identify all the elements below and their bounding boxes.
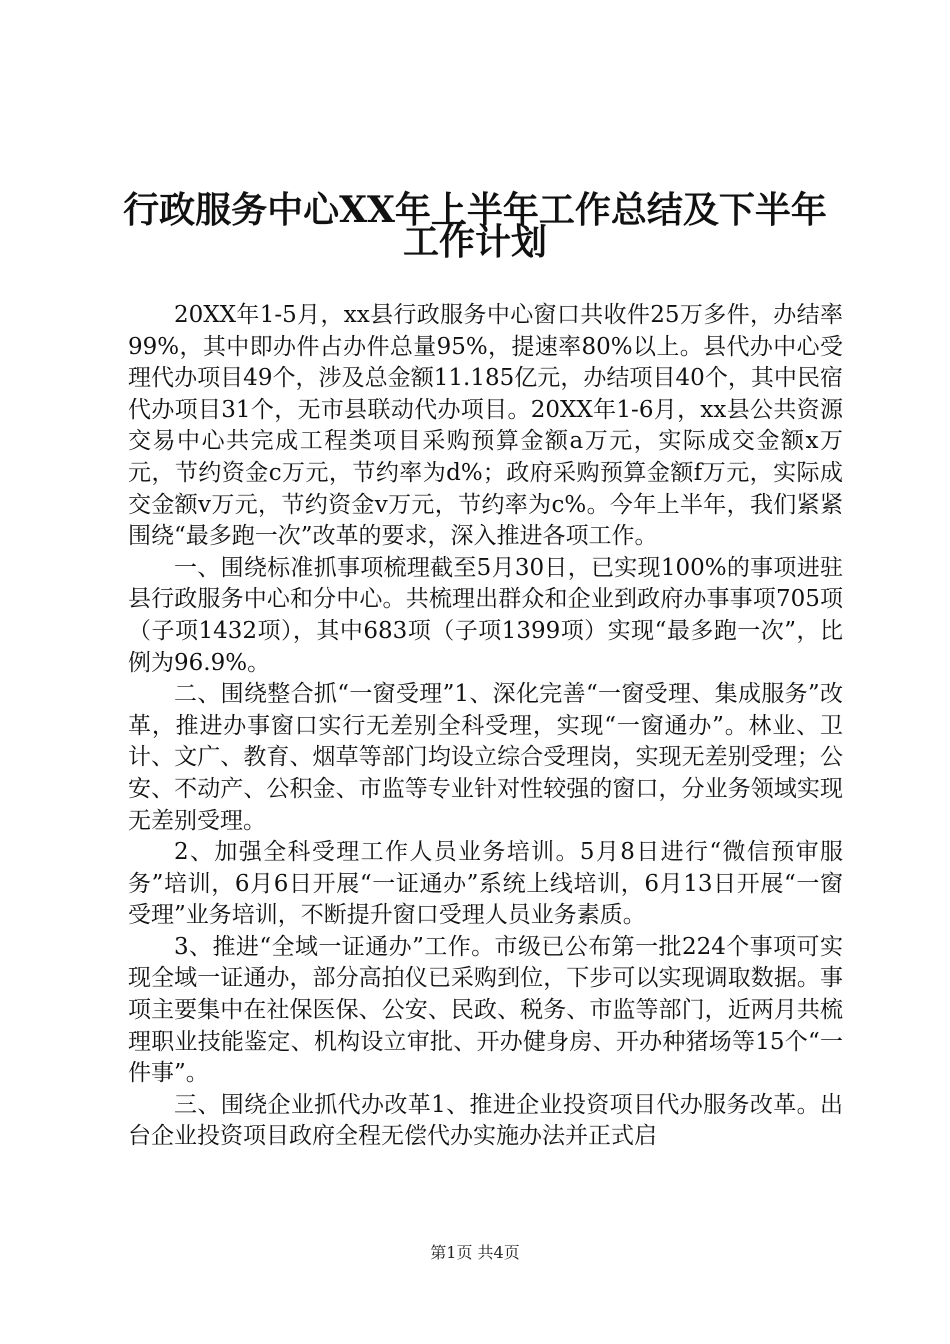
paragraph: 一、围绕标准抓事项梳理截至5月30日，已实现100%的事项进驻县行政服务中心和分中心。共梳理出群众和企业到政府办事事项705项（子项1432项），其中683项（子项1399项）实现“最多跑一次”，比例为96.9%。 xyxy=(128,554,843,676)
document-body xyxy=(128,300,843,1153)
paragraph: 三、围绕企业抓代办改革1、推进企业投资项目代办服务改革。出台企业投资项目政府全程无偿代办实施办法并正式启 xyxy=(128,1091,843,1150)
paragraph: 2、加强全科受理工作人员业务培训。5月8日进行“微信预审服务”培训，6月6日开展“一证通办”系统上线培训，6月13日开展“一窗受理”业务培训，不断提升窗口受理人员业务素质。 xyxy=(128,839,843,929)
paragraph: 20XX年1-5月，xx县行政服务中心窗口共收件25万多件，办结率99%，其中即办件占办件总量95%，提速率80%以上。县代办中心受理代办项目49个，涉及总金额11.185亿元，办结项目40个，其中民宿代办项目31个，无市县联动代办项目。20XX年1-6月，xx县公共资源交易中心共完成工程类项目采购预算金额a万元，实际成交金额x万元，节约资金c万元，节约率为d%；政府采购预算金额f万元，实际成交金额v万元，节约资金v万元，节约率为c%。今年上半年，我们紧紧围绕“最多跑一次”改革的要求，深入推进各项工作。 xyxy=(128,302,843,550)
paragraph: 3、推进“全域一证通办”工作。市级已公布第一批224个事项可实现全域一证通办，部分高拍仪已采购到位，下步可以实现调取数据。事项主要集中在社保医保、公安、民政、税务、市监等部门，近两月共梳理职业技能鉴定、机构设立审批、开办健身房、开办种猪场等15个“一件事”。 xyxy=(128,933,843,1087)
page-footer: 第1页 共4页 xyxy=(430,1243,520,1262)
document-title-line1: 行政服务中心XX年上半年工作总结及下半年 xyxy=(123,189,827,231)
paragraph: 二、围绕整合抓“一窗受理”1、深化完善“一窗受理、集成服务”改革，推进办事窗口实行无差别全科受理，实现“一窗通办”。林业、卫计、文广、教育、烟草等部门均设立综合受理岗，实现无差别受理；公安、不动产、公积金、市监等专业针对性较强的窗口，分业务领域实现无差别受理。 xyxy=(128,681,843,834)
document-title-line2: 工作计划 xyxy=(402,221,547,263)
